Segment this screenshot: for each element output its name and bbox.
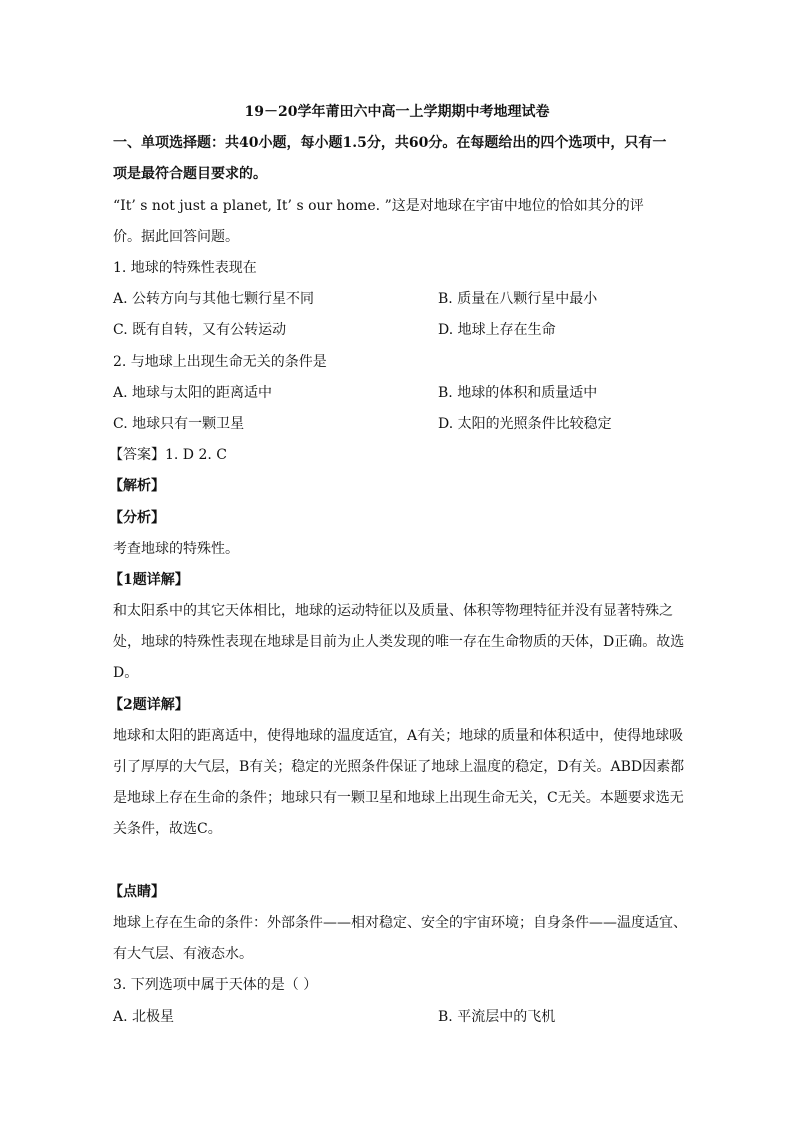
detail-2-heading: 【2题详解】 bbox=[109, 697, 189, 713]
question-2-option-b: B. 地球的体积和质量适中 bbox=[438, 385, 598, 401]
question-1-option-a: A. 公转方向与其他七颗行星不同 bbox=[113, 291, 315, 307]
question-1-option-d: D. 地球上存在生命 bbox=[438, 322, 556, 338]
detail-1-line-1: 和太阳系中的其它天体相比，地球的运动特征以及质量、体积等物理特征并没有显著特殊之 bbox=[113, 603, 673, 619]
dianjing-line-1: 地球上存在生命的条件：外部条件——相对稳定、安全的宇宙环境；自身条件——温度适宜、 bbox=[113, 915, 687, 931]
analysis-heading: 【解析】 bbox=[109, 478, 165, 494]
detail-2-line-3: 是地球上存在生命的条件；地球只有一颗卫星和地球上出现生命无关，C无关。本题要求选无 bbox=[113, 790, 684, 806]
question-2-option-d: D. 太阳的光照条件比较稳定 bbox=[438, 416, 612, 432]
question-2-option-a: A. 地球与太阳的距离适中 bbox=[113, 385, 273, 401]
question-3-option-b: B. 平流层中的飞机 bbox=[438, 1009, 556, 1025]
detail-1-heading: 【1题详解】 bbox=[109, 572, 189, 588]
detail-1-line-3: D。 bbox=[113, 665, 139, 681]
question-1-stem: 1. 地球的特殊性表现在 bbox=[113, 260, 257, 276]
detail-2-line-1: 地球和太阳的距离适中，使得地球的温度适宜，A有关；地球的质量和体积适中，使得地球吸 bbox=[113, 728, 684, 744]
fenxi-text: 考查地球的特殊性。 bbox=[113, 541, 239, 557]
answer-line: 【答案】1. D 2. C bbox=[109, 447, 228, 463]
detail-2-line-4: 关条件，故选C。 bbox=[113, 821, 222, 837]
question-3-stem: 3. 下列选项中属于天体的是（ ） bbox=[113, 977, 318, 993]
section-heading-line-1: 一、单项选择题：共40小题，每小题1.5分，共60分。在每题给出的四个选项中，只有一 bbox=[113, 135, 667, 151]
intro-line-1: “It’ s not just a planet, It’ s our home. ”这是对地球在宇宙中地位的恰如其分的评 bbox=[113, 198, 644, 214]
question-3-option-a: A. 北极星 bbox=[113, 1009, 175, 1025]
intro-line-2: 价。据此回答问题。 bbox=[113, 229, 239, 245]
detail-1-line-2: 处，地球的特殊性表现在地球是目前为止人类发现的唯一存在生命物质的天体，D正确。故选 bbox=[113, 634, 685, 650]
question-1-option-b: B. 质量在八颗行星中最小 bbox=[438, 291, 598, 307]
fenxi-heading: 【分析】 bbox=[109, 510, 165, 526]
dianjing-heading: 【点睛】 bbox=[109, 884, 165, 900]
dianjing-line-2: 有大气层、有液态水。 bbox=[113, 946, 253, 962]
section-heading-line-2: 项是最符合题目要求的。 bbox=[113, 166, 267, 182]
exam-title: 19－20学年莆田六中高一上学期期中考地理试卷 bbox=[244, 104, 550, 120]
question-2-option-c: C. 地球只有一颗卫星 bbox=[113, 416, 245, 432]
question-1-option-c: C. 既有自转，又有公转运动 bbox=[113, 322, 287, 338]
question-2-stem: 2. 与地球上出现生命无关的条件是 bbox=[113, 354, 327, 370]
detail-2-line-2: 引了厚厚的大气层，B有关；稳定的光照条件保证了地球上温度的稳定，D有关。ABD因素都 bbox=[113, 759, 685, 775]
